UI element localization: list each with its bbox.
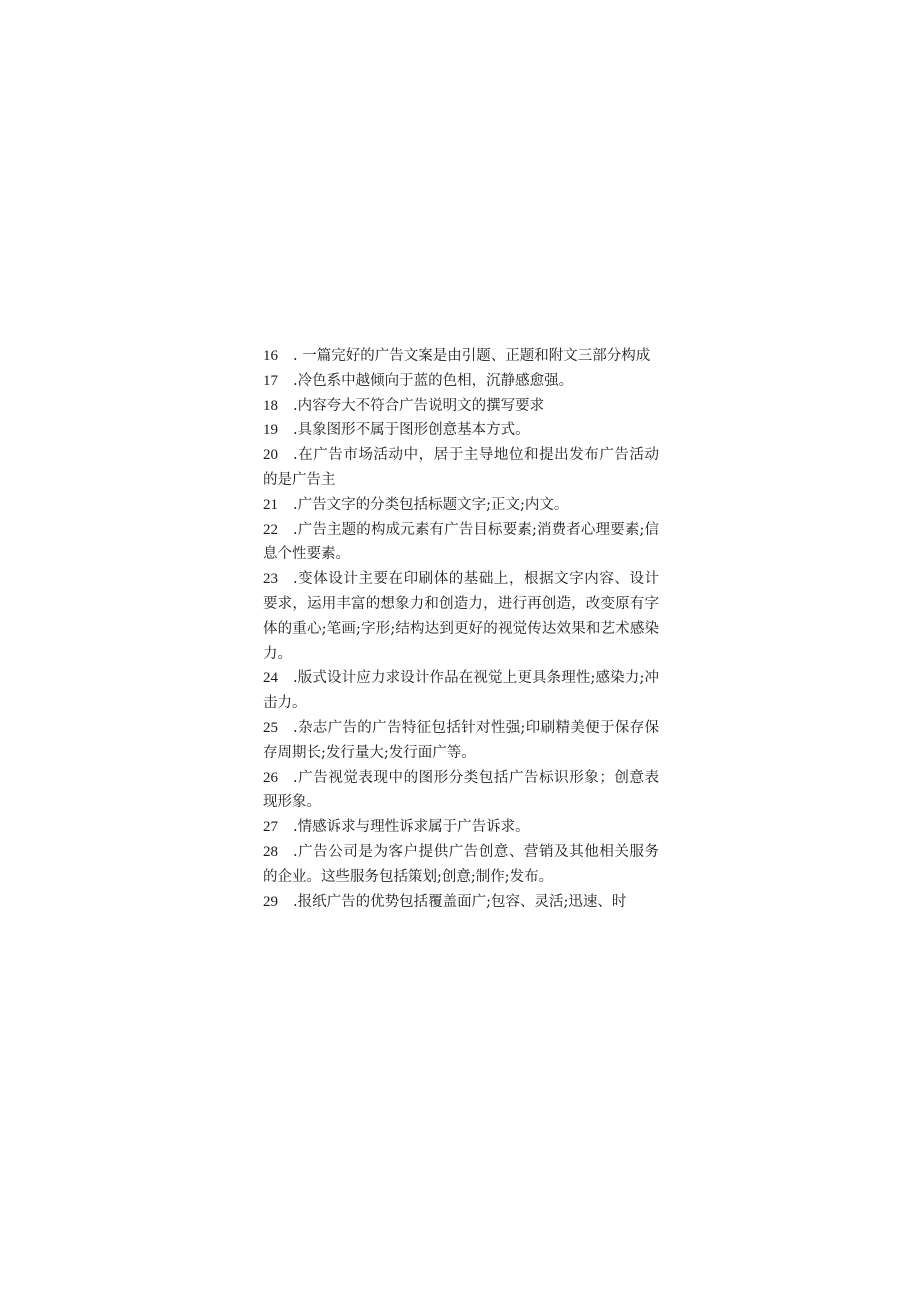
item-number: 27 <box>263 819 278 836</box>
item-text: .变体设计主要在印刷体的基础上，根据文字内容、设计要求，运用丰富的想象力和创造力，进行再创造，改变原有字体的重心;笔画;字形;结构达到更好的视觉传达效果和艺术感染力。 <box>263 571 659 662</box>
list-item <box>263 443 659 493</box>
list-item <box>263 418 659 443</box>
list-item <box>263 766 659 816</box>
item-number: 21 <box>263 496 278 513</box>
item-text: .在广告市场活动中，居于主导地位和提出发布广告活动的是广告主 <box>263 447 659 488</box>
question-list <box>263 344 659 914</box>
item-number: 19 <box>263 422 278 439</box>
list-item <box>263 518 659 568</box>
item-text: .情感诉求与理性诉求属于广告诉求。 <box>293 819 530 836</box>
list-item <box>263 369 659 394</box>
item-text: .广告主题的构成元素有广告目标要素;消费者心理要素;信息个性要素。 <box>263 521 659 563</box>
item-text: .广告公司是为客户提供广告创意、营销及其他相关服务的企业。这些服务包括策划;创意;制作;发布。 <box>263 843 659 885</box>
item-text: . 一篇完好的广告文案是由引题、正题和附文三部分构成 <box>293 348 651 364</box>
list-item <box>263 493 659 518</box>
item-text: .广告视觉表现中的图形分类包括广告标识形象；创意表现形象。 <box>263 769 659 811</box>
item-number: 25 <box>263 719 278 736</box>
list-item <box>263 567 659 666</box>
item-number: 28 <box>263 843 278 860</box>
item-number: 29 <box>263 893 278 910</box>
list-item <box>263 815 659 840</box>
item-text: .版式设计应力求设计作品在视觉上更具条理性;感染力;冲击力。 <box>263 670 659 712</box>
item-number: 20 <box>263 447 278 464</box>
item-number: 18 <box>263 397 278 414</box>
list-item <box>263 716 659 766</box>
list-item <box>263 666 659 716</box>
item-number: 26 <box>263 769 278 786</box>
list-item <box>263 344 659 369</box>
list-item <box>263 394 659 419</box>
item-text: .杂志广告的广告特征包括针对性强;印刷精美便于保存保存周期长;发行量大;发行面广等。 <box>263 719 659 761</box>
item-number: 16 <box>263 348 278 364</box>
item-text: .报纸广告的优势包括覆盖面广;包容、灵活;迅速、时 <box>293 893 627 910</box>
item-number: 24 <box>263 670 278 687</box>
item-number: 23 <box>263 571 278 588</box>
list-item <box>263 840 659 890</box>
item-text: .具象图形不属于图形创意基本方式。 <box>293 422 530 439</box>
item-text: .广告文字的分类包括标题文字;正文;内文。 <box>293 496 569 513</box>
item-number: 17 <box>263 372 278 389</box>
item-number: 22 <box>263 521 278 538</box>
item-text: .冷色系中越倾向于蓝的色相，沉静感愈强。 <box>293 372 574 389</box>
item-text: .内容夸大不符合广告说明文的撰写要求 <box>293 397 545 414</box>
list-item <box>263 890 659 915</box>
